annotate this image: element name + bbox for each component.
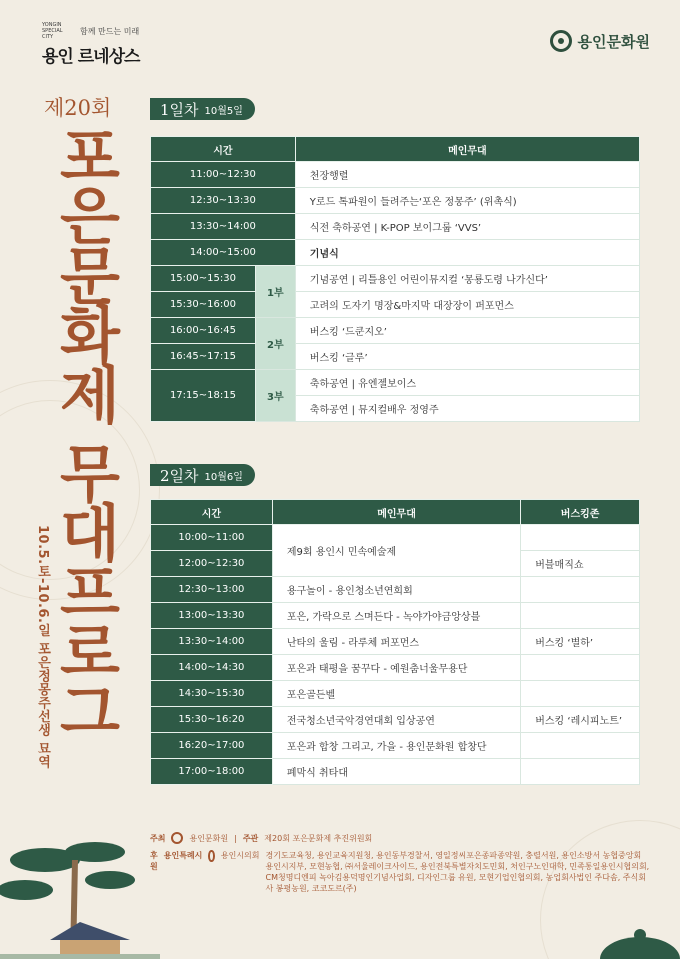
- host-row: [150, 832, 650, 844]
- time-cell: 14:00~14:30: [151, 655, 273, 681]
- date-venue: 10.5.토-10.6.일 포은정몽주선생 묘역: [35, 525, 50, 769]
- event-cell: 포은과 태평을 꿈꾸다 - 예원춤너울무용단: [272, 655, 520, 681]
- divider: |: [234, 833, 237, 843]
- time-cell: 11:00~12:30: [151, 162, 296, 188]
- table-row: [151, 266, 640, 292]
- sponsor-label: 후원: [150, 851, 158, 871]
- busking-cell: [521, 733, 640, 759]
- day1-header-time: 시간: [151, 137, 296, 162]
- time-cell: 16:20~17:00: [151, 733, 273, 759]
- org-logo: [550, 30, 650, 52]
- event-cell: 버스킹 ‘글루’: [295, 344, 639, 370]
- time-cell: 17:00~18:00: [151, 759, 273, 785]
- day2-date: 10월6일: [204, 471, 243, 483]
- sponsor-row: [150, 850, 650, 894]
- host-label: 주최: [150, 833, 166, 843]
- event-cell: 포은과 합창 그리고, 가을 - 용인문화원 합창단: [272, 733, 520, 759]
- busking-cell: [521, 655, 640, 681]
- page-title: [50, 121, 130, 749]
- time-cell: 12:30~13:00: [151, 577, 273, 603]
- table-row: [151, 733, 640, 759]
- day1-header-main: 메인무대: [295, 137, 639, 162]
- day2-header-main: 메인무대: [272, 500, 520, 525]
- time-cell: 16:00~16:45: [151, 318, 256, 344]
- title-char: 문: [60, 239, 120, 313]
- time-cell: 14:00~15:00: [151, 240, 296, 266]
- day1-date: 10월5일: [204, 105, 243, 117]
- day1-heading: [150, 98, 255, 120]
- event-cell: 기념식: [295, 240, 639, 266]
- event-cell: 포은골든벨: [272, 681, 520, 707]
- table-row: [151, 577, 640, 603]
- event-cell: 축하공연 | 뮤지컬배우 정영주: [295, 396, 639, 422]
- table-row: [151, 292, 640, 318]
- time-cell: 13:00~13:30: [151, 603, 273, 629]
- event-cell: 식전 축하공연 | K-POP 보이그룹 ‘VVS’: [295, 214, 639, 240]
- table-row: [151, 214, 640, 240]
- time-cell: 17:15~18:15: [151, 370, 256, 422]
- event-cell: 고려의 도자기 명장&마지막 대장장이 퍼포먼스: [295, 292, 639, 318]
- flower-icon: [171, 832, 183, 844]
- busking-cell: [521, 577, 640, 603]
- part-cell: 2부: [255, 318, 295, 370]
- title-char: 프: [60, 556, 120, 630]
- day1-label: 1일차: [160, 100, 199, 119]
- table-row: [151, 629, 640, 655]
- pine-tree-illustration: [0, 830, 160, 959]
- event-cell: 제9회 용인시 민속예술제: [272, 525, 520, 577]
- time-cell: 15:00~15:30: [151, 266, 256, 292]
- title-char: 은: [60, 180, 120, 254]
- table-row: [151, 188, 640, 214]
- table-row: [151, 370, 640, 396]
- day2-heading: [150, 464, 255, 486]
- table-row: [151, 707, 640, 733]
- day2-label: 2일차: [160, 466, 199, 485]
- title-char: 대: [60, 497, 120, 571]
- day2-header-busking: 버스킹존: [521, 500, 640, 525]
- edition-label: 제20회: [44, 96, 112, 120]
- organizer-name: 제20회 포은문화제 추진위원회: [264, 833, 373, 843]
- busking-cell: 버블매직쇼: [521, 551, 640, 577]
- sponsor-list: 경기도교육청, 용인교육지원청, 용인동부경찰서, 영일정씨포은종파종약원, 충렬서원, 용인소방서 농협중앙회 용인시지부, 모현농협, ㈜서울레이크사이드, 용인전북특별자치도민회, 처인구노인대학, 민족통일용인시협의회, CM청명디엔피 녹아김용덕명인기념사업회, 디자인그룹 유원, 모현기업인협의회, 농업회사법인 주다솜, 주식회사 봉평농원, 코코도르(주): [265, 851, 650, 893]
- busking-cell: [521, 603, 640, 629]
- table-row: [151, 525, 640, 551]
- time-cell: 13:30~14:00: [151, 629, 273, 655]
- busking-cell: [521, 759, 640, 785]
- credits: [150, 832, 650, 900]
- table-row: [151, 344, 640, 370]
- host-name: 용인문화원: [189, 833, 229, 843]
- event-cell: 전국청소년국악경연대회 입상공연: [272, 707, 520, 733]
- sponsor-council: 용인시의회: [220, 851, 260, 860]
- table-row: [151, 162, 640, 188]
- title-char: 화: [60, 299, 120, 373]
- event-cell: 축하공연 | 유엔젤보이스: [295, 370, 639, 396]
- event-cell: 난타의 울림 - 라루체 퍼포먼스: [272, 629, 520, 655]
- hill-illustration: [600, 920, 680, 959]
- city-logo: [42, 22, 139, 67]
- table-row: [151, 655, 640, 681]
- busking-cell: [521, 525, 640, 551]
- event-cell: 포은, 가락으로 스며든다 - 녹야가야금앙상블: [272, 603, 520, 629]
- table-row: [151, 318, 640, 344]
- busking-cell: [521, 681, 640, 707]
- time-cell: 13:30~14:00: [151, 214, 296, 240]
- part-cell: 3부: [255, 370, 295, 422]
- event-cell: 폐막식 취타대: [272, 759, 520, 785]
- event-cell: 천장행렬: [295, 162, 639, 188]
- flower-icon: [550, 30, 572, 52]
- time-cell: 15:30~16:20: [151, 707, 273, 733]
- time-cell: 12:30~13:30: [151, 188, 296, 214]
- time-cell: 15:30~16:00: [151, 292, 256, 318]
- event-cell: 기념공연 | 리틀용인 어린이뮤지컬 ‘몽룡도령 나가신다’: [295, 266, 639, 292]
- title-char: 그: [60, 675, 120, 749]
- part-cell: 1부: [255, 266, 295, 318]
- city-logo-small: YONGIN SPECIAL CITY: [42, 22, 63, 40]
- sponsor-city: 용인특례시: [163, 851, 203, 860]
- title-char: 제: [60, 358, 120, 432]
- event-cell: 용구놀이 - 용인청소년연희회: [272, 577, 520, 603]
- time-cell: 12:00~12:30: [151, 551, 273, 577]
- day2-table: [150, 499, 640, 785]
- event-cell: 버스킹 ‘드쿤지오’: [295, 318, 639, 344]
- title-char: 무: [60, 438, 120, 512]
- table-row: [151, 240, 640, 266]
- org-name: 용인문화원: [577, 32, 650, 51]
- busking-cell: 버스킹 ‘레시피노트’: [521, 707, 640, 733]
- flower-icon: [208, 850, 214, 862]
- event-cell: Y로드 톡파원이 들려주는‘포은 정몽주’ (위촉식): [295, 188, 639, 214]
- city-logo-main: 용인 르네상스: [42, 47, 140, 67]
- table-row: [151, 603, 640, 629]
- busking-cell: 버스킹 ‘별하’: [521, 629, 640, 655]
- day2-header-time: 시간: [151, 500, 273, 525]
- city-logo-tag: 함께 만드는 미래: [80, 27, 140, 36]
- table-row: [151, 681, 640, 707]
- day1-table: [150, 136, 640, 422]
- title-char: 포: [60, 121, 120, 194]
- time-cell: 10:00~11:00: [151, 525, 273, 551]
- table-row: [151, 759, 640, 785]
- time-cell: 14:30~15:30: [151, 681, 273, 707]
- title-char: 로: [60, 616, 120, 690]
- time-cell: 16:45~17:15: [151, 344, 256, 370]
- organizer-label: 주관: [242, 833, 259, 843]
